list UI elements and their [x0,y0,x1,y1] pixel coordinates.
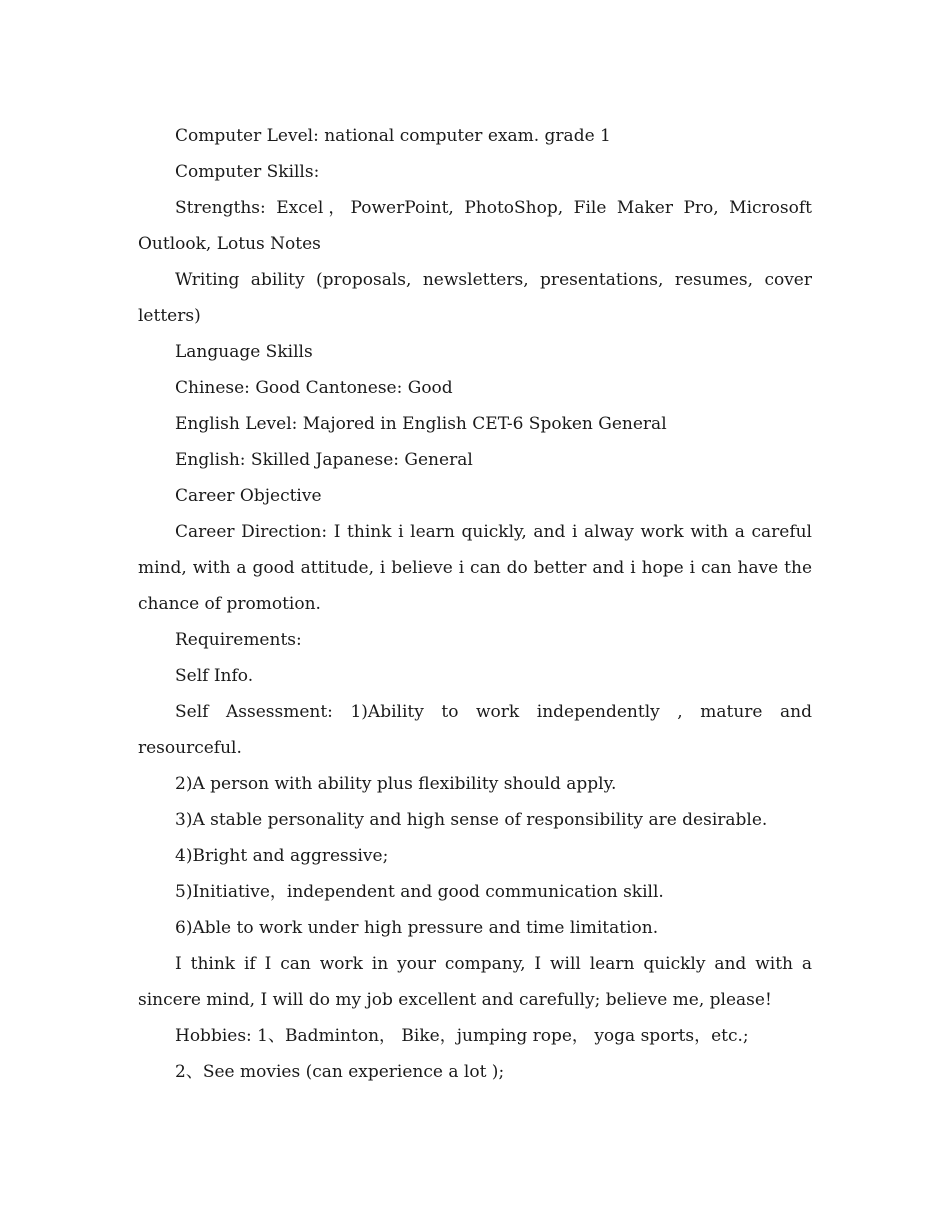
assessment-item-3: 3)A stable personality and high sense of responsibility are desirable. [175,810,768,830]
assessment-item-2: 2)A person with ability plus flexibility should apply. [175,774,617,794]
english-japanese-line: English: Skilled Japanese: General [175,450,473,470]
assessment-item-6: 6)Able to work under high pressure and time limitation. [175,918,659,938]
chinese-line: Chinese: Good Cantonese: Good [175,378,453,398]
requirements-heading: Requirements: [175,630,302,650]
strengths-paragraph: Strengths: Excel，PowerPoint, PhotoShop, File Maker Pro, Microsoft Outlook, Lotus Notes [138,198,812,254]
language-skills-heading: Language Skills [175,342,313,362]
writing-ability-paragraph: Writing ability (proposals, newsletters, presentations, resumes, cover letters) [138,270,812,326]
document-body [138,118,812,1090]
computer-skills-heading: Computer Skills: [175,162,320,182]
english-level-line: English Level: Majored in English CET-6 Spoken General [175,414,667,434]
hobbies-item-2: 2、See movies (can experience a lot ); [175,1062,505,1082]
computer-level-line: Computer Level: national computer exam. grade 1 [175,126,611,146]
career-direction-paragraph: Career Direction: I think i learn quickly, and i alway work with a careful mind, with a good attitude, i believe i can do better and i hope i can have the chance of promotion. [138,522,812,614]
assessment-item-5: 5)Initiative，independent and good communication skill. [175,882,664,902]
hobbies-line: Hobbies: 1、Badminton， Bike，jumping rope， yoga sports，etc.; [175,1026,749,1046]
assessment-item-4: 4)Bright and aggressive; [175,846,389,866]
self-assessment-paragraph: Self Assessment: 1)Ability to work independently , mature and resourceful. [138,702,812,758]
closing-statement-paragraph: I think if I can work in your company, I will learn quickly and with a sincere mind, I will do my job excellent and carefully; believe me, please! [138,954,812,1010]
career-objective-heading: Career Objective [175,486,322,506]
self-info-heading: Self Info. [175,666,254,686]
